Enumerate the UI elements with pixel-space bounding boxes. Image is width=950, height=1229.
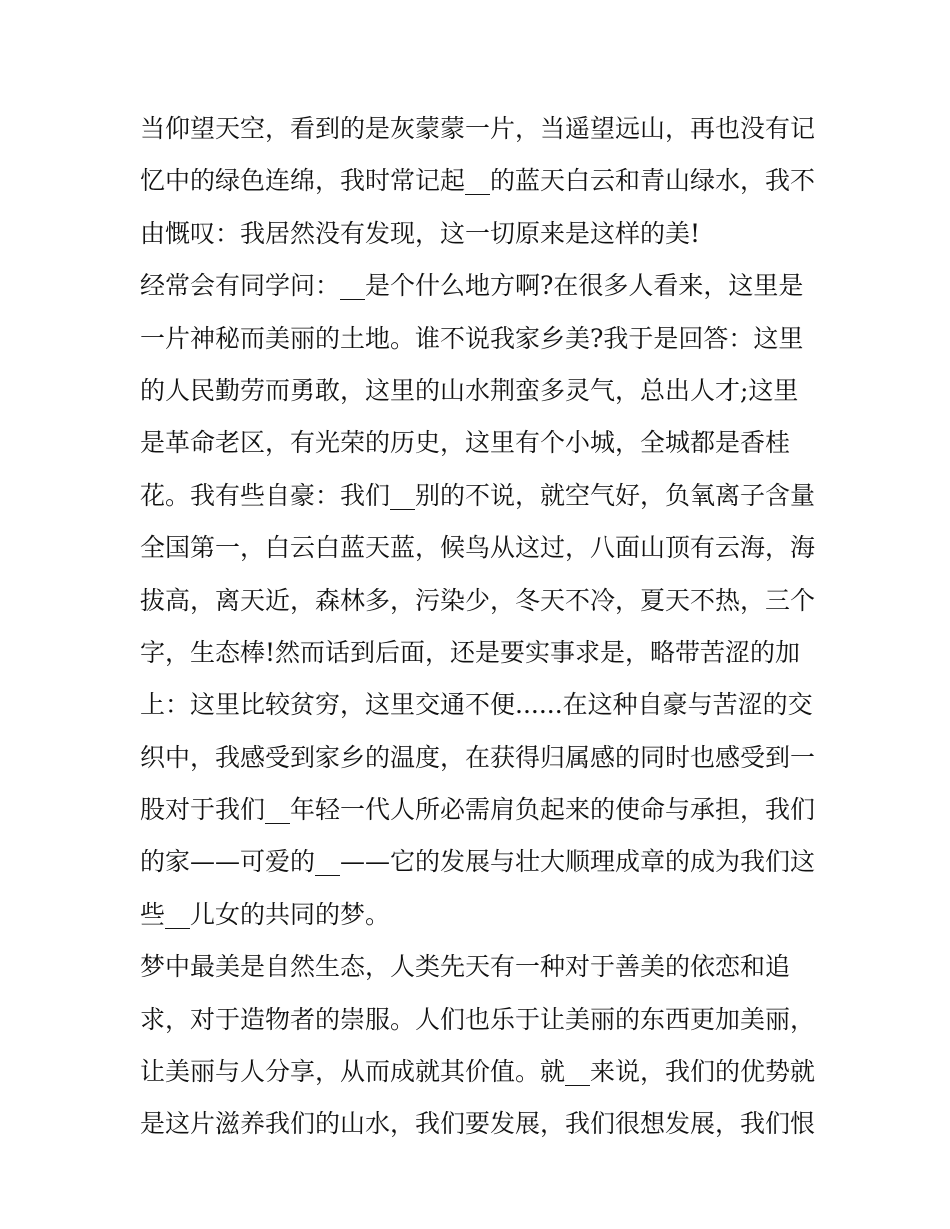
text-line: 一片神秘而美丽的土地。谁不说我家乡美?我于是回答：这里 <box>140 323 804 353</box>
text-line: 梦中最美是自然生态，人类先天有一种对于善美的依恋和追 <box>140 952 791 982</box>
text-line: 字，生态棒!然而话到后面，还是要实事求是，略带苦涩的加 <box>140 637 801 667</box>
text-line: 经常会有同学问：__是个什么地方啊?在很多人看来，这里是 <box>140 271 804 301</box>
text-line: 由慨叹：我居然没有发现，这一切原来是这样的美! <box>140 218 701 248</box>
text-line: 织中，我感受到家乡的温度，在获得归属感的同时也感受到一 <box>140 742 816 772</box>
body-text <box>140 103 820 1151</box>
text-line: 拔高，离天近，森林多，污染少，冬天不冷，夏天不热，三个 <box>140 585 816 615</box>
text-line: 是革命老区，有光荣的历史，这里有个小城，全城都是香桂 <box>140 428 791 458</box>
text-line: 忆中的绿色连绵，我时常记起__的蓝天白云和青山绿水，我不 <box>140 166 816 196</box>
text-line: 全国第一，白云白蓝天蓝，候鸟从这过，八面山顶有云海，海 <box>140 533 816 563</box>
text-line: 是这片滋养我们的山水，我们要发展，我们很想发展，我们恨 <box>140 1109 816 1139</box>
text-line: 的家——可爱的__——它的发展与壮大顺理成章的成为我们这 <box>140 847 816 877</box>
text-line: 花。我有些自豪：我们__别的不说，就空气好，负氧离子含量 <box>140 480 816 510</box>
text-line: 当仰望天空，看到的是灰蒙蒙一片，当遥望远山，再也没有记 <box>140 114 816 143</box>
text-line: 上：这里比较贫穷，这里交通不便......在这种自豪与苦涩的交 <box>140 690 813 720</box>
text-line: 求，对于造物者的崇服。人们也乐于让美丽的东西更加美丽， <box>140 1004 816 1034</box>
text-line: 些__儿女的共同的梦。 <box>140 899 391 929</box>
text-line: 股对于我们__年轻一代人所必需肩负起来的使命与承担，我们 <box>140 795 816 825</box>
text-line: 让美丽与人分享，从而成就其价值。就__来说，我们的优势就 <box>140 1057 816 1087</box>
text-line: 的人民勤劳而勇敢，这里的山水荆蛮多灵气，总出人才;这里 <box>140 375 799 405</box>
